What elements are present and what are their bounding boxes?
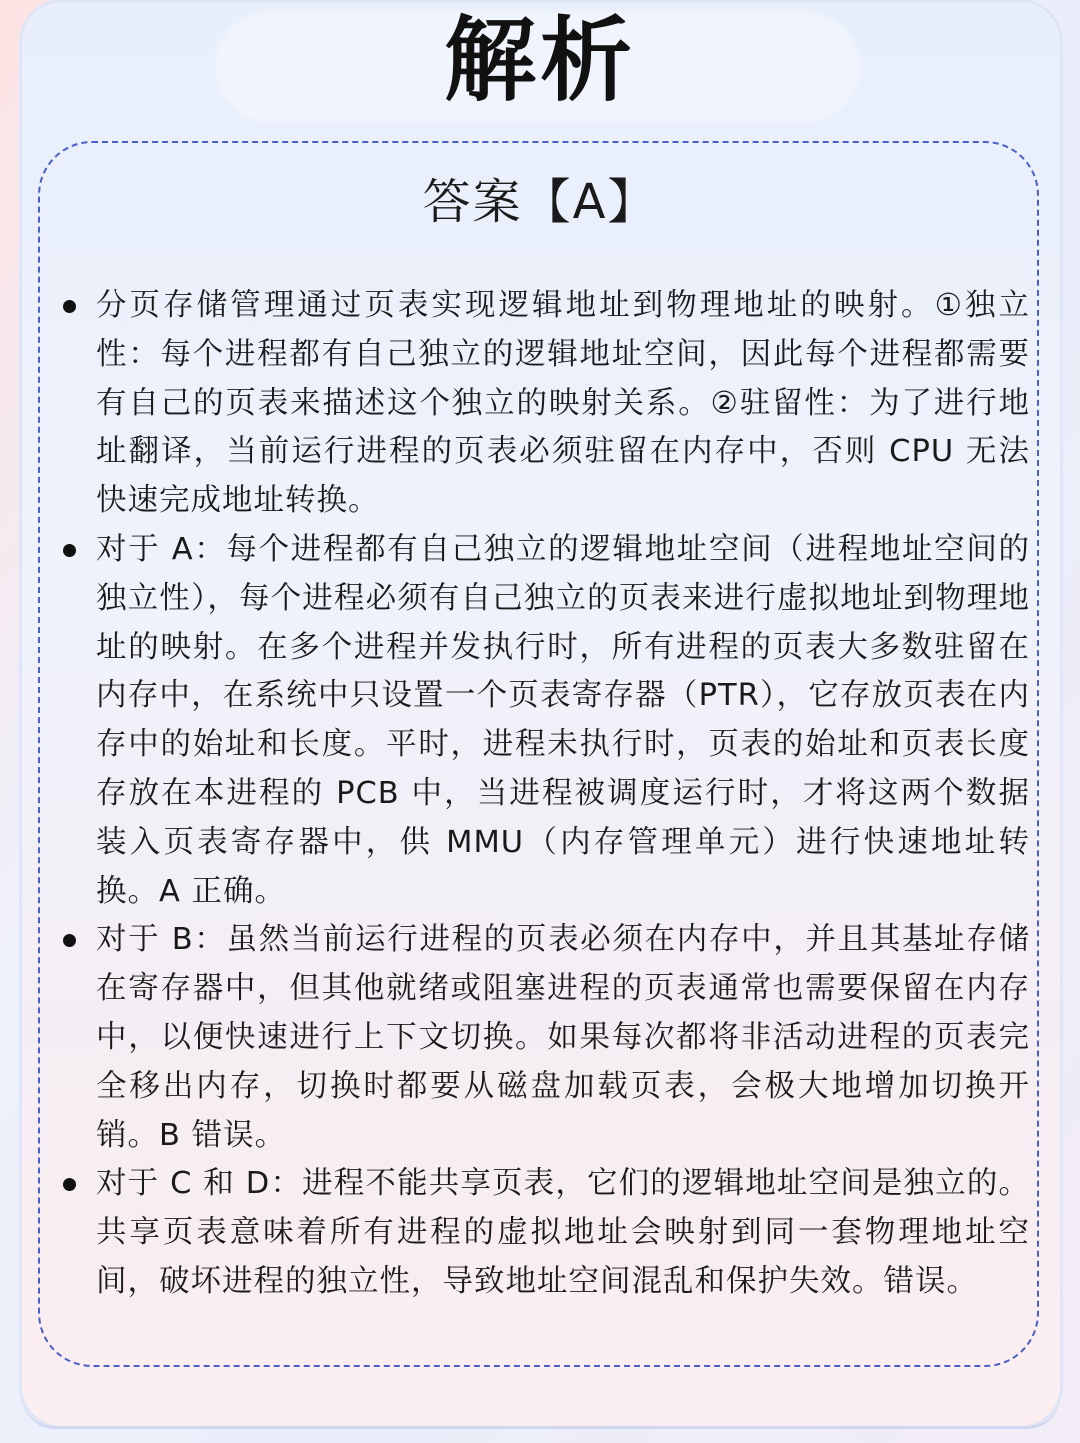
bullet-dot-icon — [63, 934, 76, 947]
explanation-item — [58, 1160, 1030, 1306]
explanation-text: 对于 B：虽然当前运行进程的页表必须在内存中，并且其基址存储在寄存器中，但其他就绪或阻塞进程的页表通常也需要保留在内存中，以便快速进行上下文切换。如果每次都将非活动进程的页表完全移出内存，切换时都要从磁盘加载页表，会极大地增加切换开销。B 错误。 — [96, 922, 1030, 1153]
explanation-text: 分页存储管理通过页表实现逻辑地址到物理地址的映射。①独立性：每个进程都有自己独立的逻辑地址空间，因此每个进程都需要有自己的页表来描述这个独立的映射关系。②驻留性：为了进行地址翻译，当前运行进程的页表必须驻留在内存中，否则 CPU 无法快速完成地址转换。 — [96, 288, 1030, 519]
explanation-text: 对于 C 和 D：进程不能共享页表，它们的逻辑地址空间是独立的。共享页表意味着所有进程的虚拟地址会映射到同一套物理地址空间，破坏进程的独立性，导致地址空间混乱和保护失效。错误。 — [96, 1166, 1030, 1299]
bullet-dot-icon — [63, 1178, 76, 1191]
explanation-list — [58, 282, 1030, 1307]
explanation-text: 对于 A：每个进程都有自己独立的逻辑地址空间（进程地址空间的独立性），每个进程必须有自己独立的页表来进行虚拟地址到物理地址的映射。在多个进程并发执行时，所有进程的页表大多数驻留在内存中，在系统中只设置一个页表寄存器（PTR），它存放页表在内存中的始址和长度。平时，进程未执行时，页表的始址和页表长度存放在本进程的 PCB 中，当进程被调度运行时，才将这两个数据装入页表寄存器中，供 MMU（内存管理单元）进行快速地址转换。A 正确。 — [96, 531, 1030, 909]
bullet-dot-icon — [63, 300, 76, 313]
page-title: 解析 — [443, 7, 636, 114]
explanation-item — [58, 526, 1030, 916]
explanation-item — [58, 916, 1030, 1160]
explanation-item — [58, 282, 1030, 526]
bullet-dot-icon — [63, 544, 76, 557]
answer-heading: 答案【A】 — [422, 174, 658, 230]
card-bottom-rim — [22, 1396, 1060, 1429]
